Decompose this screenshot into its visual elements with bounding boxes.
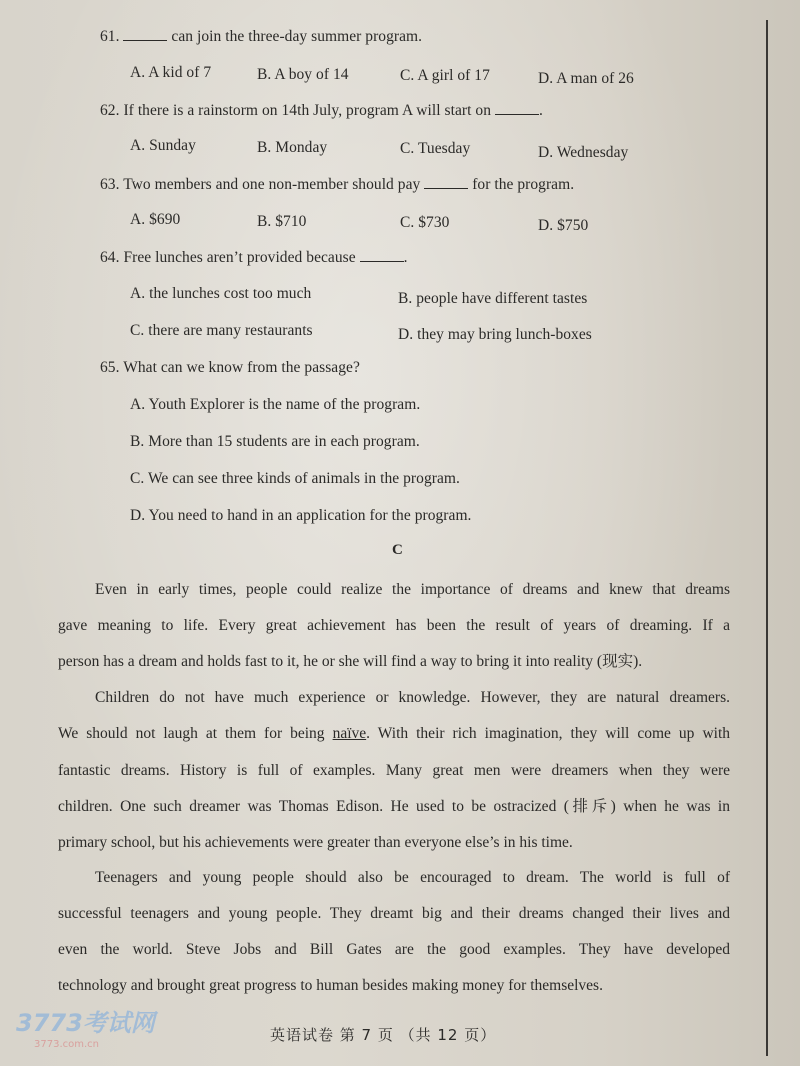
option: D. they may bring lunch-boxes xyxy=(398,326,592,343)
option: B. $710 xyxy=(257,213,307,230)
passage-line: children. One such dreamer was Thomas Edison. He used to be ostracized (排斥) when he was in xyxy=(58,798,730,815)
passage-line: successful teenagers and young people. They dreamt big and their dreams changed their lives and xyxy=(58,905,730,922)
section-heading: C xyxy=(392,542,403,558)
question-65-stem xyxy=(100,358,360,378)
right-margin-rule xyxy=(766,20,768,1056)
question-63-stem xyxy=(100,174,574,195)
answer-blank xyxy=(123,26,167,41)
option: D. A man of 26 xyxy=(538,70,634,87)
question-number: 65. xyxy=(100,359,120,376)
watermark-logo-text: 3773考试网 xyxy=(16,1009,155,1037)
question-text: Free lunches aren’t provided because xyxy=(123,249,356,266)
question-text: Two members and one non-member should pay xyxy=(123,176,421,193)
question-text: If there is a rainstorm on 14th July, program A will start on xyxy=(123,102,491,119)
passage-line xyxy=(58,724,730,744)
option: C. We can see three kinds of animals in the program. xyxy=(130,470,460,487)
underlined-word: naïve xyxy=(332,725,367,742)
question-number: 63. xyxy=(100,176,120,193)
watermark-url-text: 3773.com.cn xyxy=(34,1039,99,1050)
answer-blank xyxy=(360,247,404,262)
option: B. More than 15 students are in each program. xyxy=(130,433,420,450)
option: A. $690 xyxy=(130,211,181,228)
passage-line: person has a dream and holds fast to it, he or she will find a way to bring it into reality (现实). xyxy=(58,653,643,670)
question-62-stem xyxy=(100,100,543,121)
passage-line: technology and brought great progress to human besides making money for themselves. xyxy=(58,977,603,994)
question-number: 61. xyxy=(100,28,120,45)
option: B. Monday xyxy=(257,139,328,156)
question-number: 64. xyxy=(100,249,120,266)
option: D. You need to hand in an application for the program. xyxy=(130,507,472,524)
question-text: can join the three-day summer program. xyxy=(171,28,423,45)
passage-line: fantastic dreams. History is full of examples. Many great men were dreamers when they were xyxy=(58,762,730,779)
passage-line: Children do not have much experience or knowledge. However, they are natural dreamers. xyxy=(95,689,730,706)
question-number: 62. xyxy=(100,102,120,119)
question-text: What can we know from the passage? xyxy=(123,359,360,376)
passage-text: We should not laugh at them for being xyxy=(58,725,333,742)
option: C. A girl of 17 xyxy=(400,67,490,84)
passage-line: Teenagers and young people should also be encouraged to dream. The world is full of xyxy=(95,869,730,886)
question-64-stem xyxy=(100,247,408,268)
passage-line: primary school, but his achievements were greater than everyone else’s in his time. xyxy=(58,834,573,851)
option: B. A boy of 14 xyxy=(257,66,349,83)
option: A. Sunday xyxy=(130,137,196,154)
question-61-stem xyxy=(100,26,422,47)
passage-text: . With their rich imagination, they will come up with xyxy=(366,725,730,742)
site-watermark-logo xyxy=(14,1003,184,1051)
passage-line: Even in early times, people could realize the importance of dreams and knew that dreams xyxy=(95,581,730,598)
option: D. Wednesday xyxy=(538,144,629,161)
option: C. $730 xyxy=(400,214,450,231)
option: C. Tuesday xyxy=(400,140,471,157)
option: C. there are many restaurants xyxy=(130,322,313,339)
page-footer: 英语试卷 第 7 页 （共 12 页） xyxy=(270,1026,497,1044)
option: A. A kid of 7 xyxy=(130,64,212,81)
question-text-end: . xyxy=(403,249,408,266)
question-text-end: for the program. xyxy=(472,176,575,193)
option: B. people have different tastes xyxy=(398,290,588,307)
passage-line: gave meaning to life. Every great achievement has been the result of years of dreaming. If a xyxy=(58,617,730,634)
option: A. the lunches cost too much xyxy=(130,285,312,302)
answer-blank xyxy=(424,174,468,189)
answer-blank xyxy=(495,100,539,115)
passage-line: even the world. Steve Jobs and Bill Gates are the good examples. They have developed xyxy=(58,941,730,958)
option: D. $750 xyxy=(538,217,589,234)
option: A. Youth Explorer is the name of the program. xyxy=(130,396,421,413)
question-text-end: . xyxy=(538,102,543,119)
